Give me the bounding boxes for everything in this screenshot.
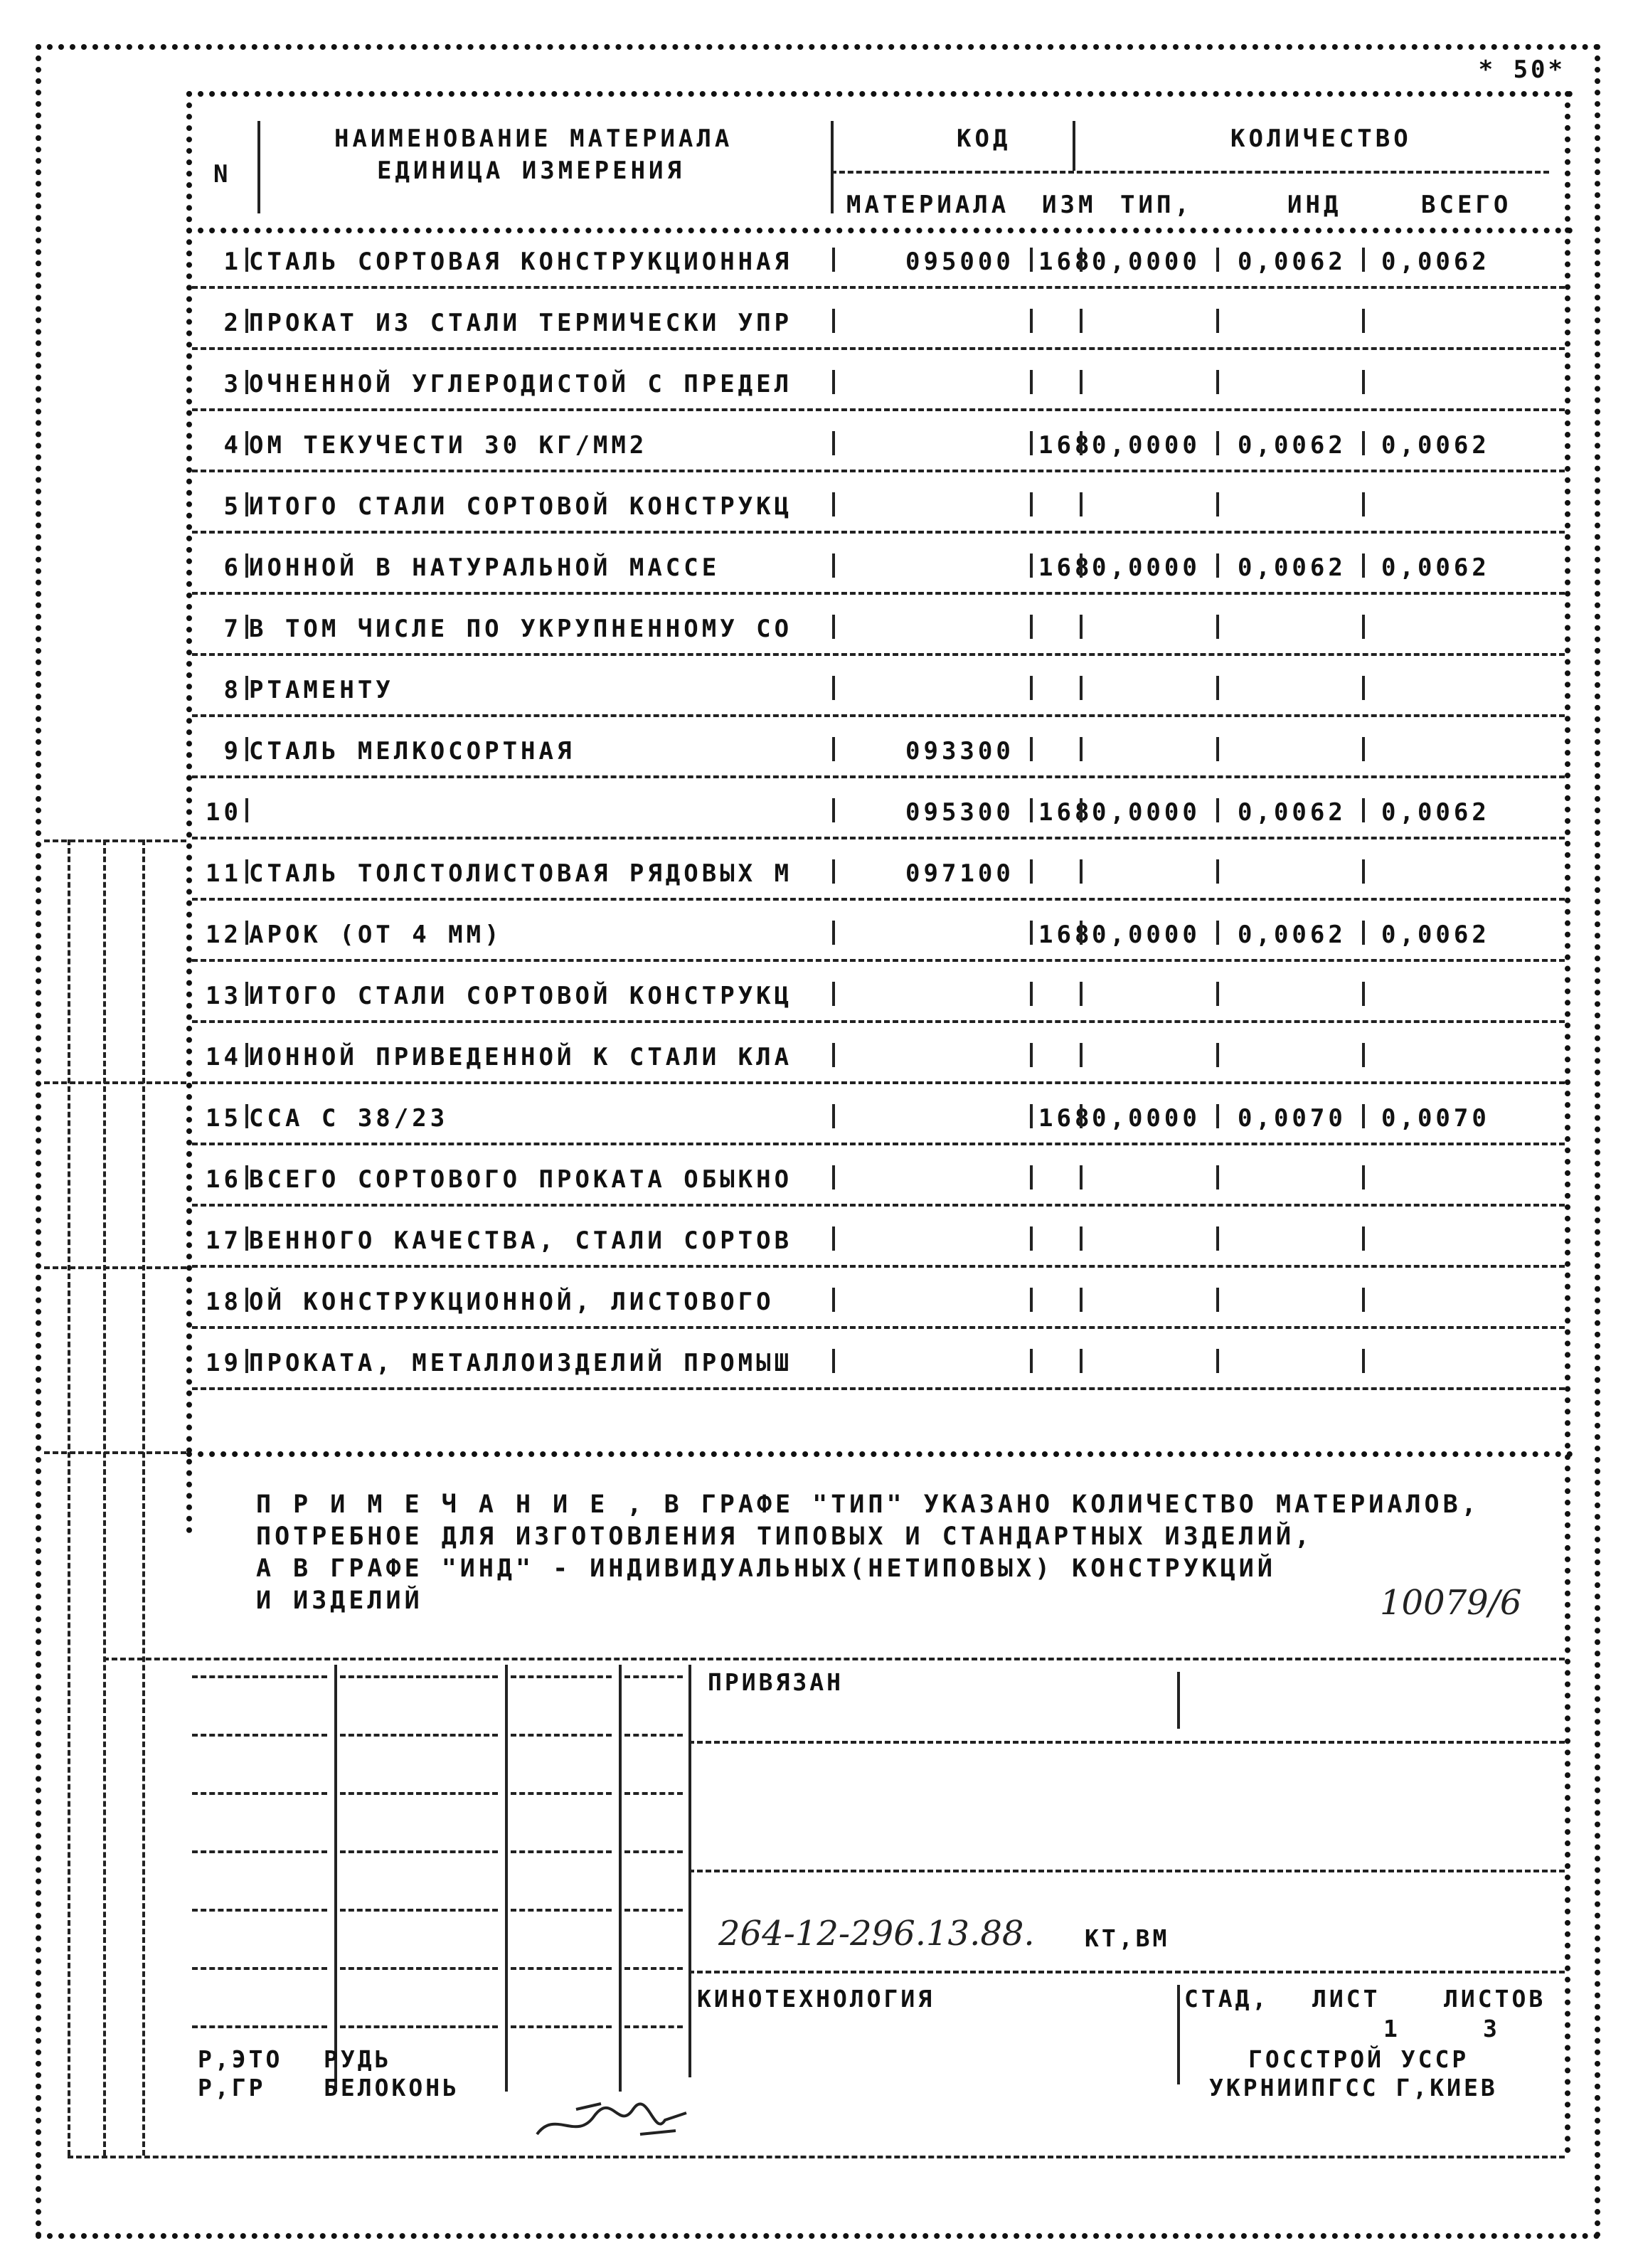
material-name: ПРОКАТ ИЗ СТАЛИ ТЕРМИЧЕСКИ УПР [249,309,793,337]
table-row [192,228,1558,289]
column-separator [1362,615,1365,639]
column-separator [832,553,835,578]
qty-total: 0,0062 [1381,921,1490,949]
column-separator [245,982,248,1006]
column-separator [1216,1165,1219,1189]
drawing-suffix: КТ,ВМ [1085,1924,1170,1952]
column-separator [1362,737,1365,761]
column-separator [1080,309,1083,333]
table-left-border [186,91,192,1534]
column-separator [245,1104,248,1128]
column-separator [832,309,835,333]
column-separator [1216,615,1219,639]
qty-total: 0,0062 [1381,431,1490,460]
column-separator [1030,431,1033,455]
column-separator [1080,431,1083,455]
row-number: 14 [206,1043,242,1071]
row-number: 1 [223,248,242,276]
column-separator [245,248,248,272]
column-separator [832,1226,835,1251]
qty-typ: 0,0000 [1092,1104,1201,1133]
signature-grid-line [192,1792,327,1795]
signature-grid-line [511,1675,612,1678]
page-number: * 50* [1478,55,1565,84]
material-name: АРОК (ОТ 4 ММ) [249,921,503,949]
table-row [192,1084,1558,1145]
signature-grid-line [340,1967,498,1970]
column-separator [1362,553,1365,578]
column-separator [1080,370,1083,394]
header-qty-ind: ИНД [1287,191,1342,219]
column-separator [832,1349,835,1373]
table-row [192,1207,1558,1268]
signature-grid-separator [619,1665,622,2092]
unit-code: 168 [1038,1104,1093,1133]
column-separator [1362,1043,1365,1067]
signature-grid-line [511,1734,612,1737]
note-line-2: ПОТРЕБНОЕ ДЛЯ ИЗГОТОВЛЕНИЯ ТИПОВЫХ И СТАНДАРТНЫХ ИЗДЕЛИЙ, [256,1522,1314,1551]
column-separator [245,1349,248,1373]
role-2: Р,ГР [198,2074,266,2102]
column-separator [1080,1288,1083,1312]
note-top-border [186,1451,1573,1457]
column-separator [1080,1349,1083,1373]
column-separator [1030,921,1033,945]
row-number: 5 [223,492,242,521]
column-separator [1216,1104,1219,1128]
column-separator [1030,615,1033,639]
qty-ind: 0,0062 [1238,553,1346,582]
qty-ind: 0,0062 [1238,431,1346,460]
qty-total: 0,0062 [1381,248,1490,276]
name-1: РУДЬ [324,2045,392,2073]
column-separator [1216,553,1219,578]
sheets-value: 3 [1483,2015,1500,2042]
row-number: 18 [206,1288,242,1316]
column-separator [1030,1349,1033,1373]
margin-top-line [44,839,186,842]
column-separator [1080,615,1083,639]
sheet-label: ЛИСТ [1312,1985,1381,2013]
column-separator [245,676,248,700]
role-1: Р,ЭТО [198,2045,283,2073]
margin-line-2 [103,839,106,2156]
material-name: ОЙ КОНСТРУКЦИОННОЙ, ЛИСТОВОГО [249,1288,775,1316]
column-separator [1030,1043,1033,1067]
row-number: 13 [206,982,242,1010]
signature-grid-line [624,1909,683,1912]
column-separator [832,431,835,455]
column-separator [245,737,248,761]
bound-divider [1177,1672,1180,1729]
column-separator [1216,309,1219,333]
column-separator [1216,921,1219,945]
row-divider [192,1387,1565,1390]
column-separator [245,492,248,516]
table-row [192,472,1558,534]
note-line-4: И ИЗДЕЛИЙ [256,1586,423,1615]
row-number: 9 [223,737,242,765]
table-row [192,1145,1558,1207]
column-separator [1030,737,1033,761]
column-separator [1216,1288,1219,1312]
column-separator [1362,798,1365,822]
column-separator [1080,1104,1083,1128]
signature-grid-line [511,1967,612,1970]
column-separator [245,1226,248,1251]
column-separator [832,859,835,884]
signature-grid-line [624,1850,683,1853]
table-row [192,289,1558,350]
table-row [192,717,1558,778]
column-separator [1030,553,1033,578]
table-row [192,839,1558,901]
row-number: 11 [206,859,242,888]
header-qty-total: ВСЕГО [1421,191,1512,219]
signature-grid-line [340,1909,498,1912]
qty-typ: 0,0000 [1092,248,1201,276]
column-separator [1030,309,1033,333]
column-separator [1080,921,1083,945]
table-right-border [1565,91,1570,2154]
row-number: 4 [223,431,242,460]
column-separator [832,982,835,1006]
column-separator [832,248,835,272]
row-number: 6 [223,553,242,582]
qty-total: 0,0070 [1381,1104,1490,1133]
column-separator [832,1104,835,1128]
column-separator [245,921,248,945]
column-separator [832,921,835,945]
column-separator [1080,1226,1083,1251]
header-vline-2 [831,121,834,213]
column-separator [1362,431,1365,455]
unit-code: 168 [1038,553,1093,582]
header-vline-1 [257,121,260,213]
column-separator [1030,492,1033,516]
material-name: РТАМЕНТУ [249,676,394,704]
table-row [192,534,1558,595]
row-number: 12 [206,921,242,949]
material-name: ИОННОЙ В НАТУРАЛЬНОЙ МАССЕ [249,553,720,582]
column-separator [1080,859,1083,884]
column-separator [1080,982,1083,1006]
bound-label: ПРИВЯЗАН [708,1668,844,1696]
material-name: ВСЕГО СОРТОВОГО ПРОКАТА ОБЫКНО [249,1165,793,1194]
column-separator [1216,859,1219,884]
column-separator [1030,676,1033,700]
column-separator [1030,798,1033,822]
table-row [192,1023,1558,1084]
header-code-unit: ИЗМ [1042,191,1097,219]
column-separator [1362,676,1365,700]
note-line-3: А В ГРАФЕ "ИНД" - ИНДИВИДУАЛЬНЫХ(НЕТИПОВЫХ) КОНСТРУКЦИЙ [256,1554,1276,1583]
signature-grid-line [192,2025,327,2028]
column-separator [245,798,248,822]
qty-typ: 0,0000 [1092,921,1201,949]
table-row [192,656,1558,717]
table-row [192,411,1558,472]
column-separator [1216,982,1219,1006]
unit-code: 168 [1038,921,1093,949]
row-number: 16 [206,1165,242,1194]
column-separator [1362,1349,1365,1373]
material-name: ОЧНЕННОЙ УГЛЕРОДИСТОЙ С ПРЕДЕЛ [249,370,793,398]
qty-ind: 0,0062 [1238,798,1346,827]
margin-mid-line-1 [44,1081,186,1084]
row-number: 15 [206,1104,242,1133]
header-code-material: МАТЕРИАЛА [846,191,1010,219]
qty-ind: 0,0062 [1238,248,1346,276]
material-name: ПРОКАТА, МЕТАЛЛОИЗДЕЛИЙ ПРОМЫШ [249,1349,793,1377]
column-separator [245,1165,248,1189]
signature-grid-line [624,1675,683,1678]
column-separator [1080,1043,1083,1067]
material-code: 095300 [905,798,1014,827]
column-separator [832,492,835,516]
header-code: КОД [957,124,1011,153]
column-separator [245,553,248,578]
qty-total: 0,0062 [1381,553,1490,582]
row-number: 7 [223,615,242,643]
column-separator [1362,492,1365,516]
qty-total: 0,0062 [1381,798,1490,827]
column-separator [1362,1104,1365,1128]
table-top-border [186,91,1573,97]
header-qty-typ: ТИП, [1120,191,1193,219]
column-separator [245,1043,248,1067]
column-separator [1030,1104,1033,1128]
column-separator [1030,1288,1033,1312]
sheets-label: ЛИСТОВ [1444,1985,1546,2013]
signature-grid-line [340,1850,498,1853]
column-separator [832,615,835,639]
material-code: 095000 [905,248,1014,276]
titleblock-line-a [688,1741,1565,1744]
signature-grid-line [340,1734,498,1737]
column-separator [1362,982,1365,1006]
column-separator [1362,859,1365,884]
header-name-line1: НАИМЕНОВАНИЕ МАТЕРИАЛА [334,124,733,153]
header-name-line2: ЕДИНИЦА ИЗМЕРЕНИЯ [377,157,685,185]
column-separator [1080,492,1083,516]
column-separator [832,676,835,700]
material-name: ВЕННОГО КАЧЕСТВА, СТАЛИ СОРТОВ [249,1226,793,1255]
org-line-1: ГОССТРОЙ УССР [1248,2045,1469,2073]
header-divider [831,171,1549,174]
name-2: БЕЛОКОНЬ [324,2074,459,2102]
column-separator [1362,370,1365,394]
signature-grid-line [192,1675,327,1678]
material-name: СТАЛЬ МЕЛКОСОРТНАЯ [249,737,575,765]
column-separator [1362,1288,1365,1312]
stage-divider [1177,1985,1180,2084]
column-separator [1216,1043,1219,1067]
signature-grid-line [192,1967,327,1970]
column-separator [832,370,835,394]
column-separator [245,309,248,333]
row-number: 19 [206,1349,242,1377]
column-separator [1216,370,1219,394]
header-quantity: КОЛИЧЕСТВО [1230,124,1412,153]
header-vline-3 [1073,121,1075,171]
material-name: ИТОГО СТАЛИ СОРТОВОЙ КОНСТРУКЦ [249,492,793,521]
qty-typ: 0,0000 [1092,553,1201,582]
signature-grid-line [192,1909,327,1912]
margin-mid-line-3 [44,1451,186,1454]
column-separator [1362,1226,1365,1251]
column-separator [245,859,248,884]
column-separator [1362,921,1365,945]
row-number: 10 [206,798,242,827]
signature-grid-line [340,2025,498,2028]
header-num: N [213,160,232,189]
signature-grid-line [624,1734,683,1737]
column-separator [245,615,248,639]
signature-grid-line [192,1850,327,1853]
table-row [192,962,1558,1023]
column-separator [1362,248,1365,272]
column-separator [1080,248,1083,272]
material-code: 093300 [905,737,1014,765]
column-separator [832,1165,835,1189]
row-number: 17 [206,1226,242,1255]
signature-grid-line [511,1850,612,1853]
column-separator [1080,553,1083,578]
qty-typ: 0,0000 [1092,798,1201,827]
qty-ind: 0,0062 [1238,921,1346,949]
material-name: СТАЛЬ ТОЛСТОЛИСТОВАЯ РЯДОВЫХ М [249,859,793,888]
signature-grid-separator [505,1665,508,2092]
row-number: 3 [223,370,242,398]
row-number: 8 [223,676,242,704]
column-separator [1216,492,1219,516]
table-row [192,778,1558,839]
column-separator [1362,1165,1365,1189]
unit-code: 168 [1038,798,1093,827]
margin-mid-line-2 [44,1266,186,1269]
column-separator [1030,859,1033,884]
column-separator [1216,676,1219,700]
column-separator [832,1043,835,1067]
column-separator [1080,798,1083,822]
drawing-code: 264-12-296.13.88. [718,1914,1035,1954]
signature-grid-line [624,1967,683,1970]
project-title: КИНОТЕХНОЛОГИЯ [697,1985,935,2013]
signature-grid-line [511,1792,612,1795]
note-line-1: П Р И М Е Ч А Н И Е , В ГРАФЕ "ТИП" УКАЗАНО КОЛИЧЕСТВО МАТЕРИАЛОВ, [256,1490,1480,1519]
table-row [192,595,1558,656]
column-separator [1216,798,1219,822]
column-separator [1216,1349,1219,1373]
qty-ind: 0,0070 [1238,1104,1346,1133]
column-separator [1030,982,1033,1006]
material-name: В ТОМ ЧИСЛЕ ПО УКРУПНЕННОМУ СО [249,615,793,643]
column-separator [1030,370,1033,394]
column-separator [1216,431,1219,455]
column-separator [245,431,248,455]
signature-grid-separator [334,1665,337,2092]
table-row [192,1268,1558,1329]
signature-grid-line [511,2025,612,2028]
org-line-2: УКРНИИПГСС Г,КИЕВ [1209,2074,1498,2102]
handwritten-reference: 10079/6 [1380,1583,1522,1623]
column-separator [832,798,835,822]
titleblock-top [103,1658,1565,1660]
signature-grid-line [624,2025,683,2028]
column-separator [1216,248,1219,272]
column-separator [1030,248,1033,272]
signature-grid-line [624,1792,683,1795]
material-name: ИТОГО СТАЛИ СОРТОВОЙ КОНСТРУКЦ [249,982,793,1010]
margin-line-3 [142,839,145,2156]
material-name: ССА С 38/23 [249,1104,449,1133]
column-separator [1080,737,1083,761]
qty-typ: 0,0000 [1092,431,1201,460]
column-separator [245,1288,248,1312]
unit-code: 168 [1038,248,1093,276]
table-row [192,1329,1558,1390]
sheet-value: 1 [1383,2015,1400,2042]
column-separator [1216,1226,1219,1251]
material-code: 097100 [905,859,1014,888]
column-separator [1030,1226,1033,1251]
column-separator [1080,676,1083,700]
material-name: ОМ ТЕКУЧЕСТИ 30 КГ/ММ2 [249,431,648,460]
signature-grid-line [511,1909,612,1912]
material-name: ИОННОЙ ПРИВЕДЕННОЙ К СТАЛИ КЛА [249,1043,793,1071]
signature-scribble [533,2095,697,2148]
column-separator [1216,737,1219,761]
unit-code: 168 [1038,431,1093,460]
table-row [192,901,1558,962]
signature-grid-line [340,1792,498,1795]
row-number: 2 [223,309,242,337]
table-row [192,350,1558,411]
column-separator [1030,1165,1033,1189]
material-name: СТАЛЬ СОРТОВАЯ КОНСТРУКЦИОННАЯ [249,248,793,276]
column-separator [245,370,248,394]
stage-label: СТАД, [1184,1985,1270,2013]
margin-line-1 [68,839,70,2156]
margin-bottom-line [68,2156,1565,2158]
signature-grid-line [192,1734,327,1737]
titleblock-line-b [688,1870,1565,1872]
titleblock-line-c [688,1971,1565,1973]
column-separator [1080,1165,1083,1189]
column-separator [832,737,835,761]
column-separator [832,1288,835,1312]
signature-grid-line [340,1675,498,1678]
column-separator [1362,309,1365,333]
